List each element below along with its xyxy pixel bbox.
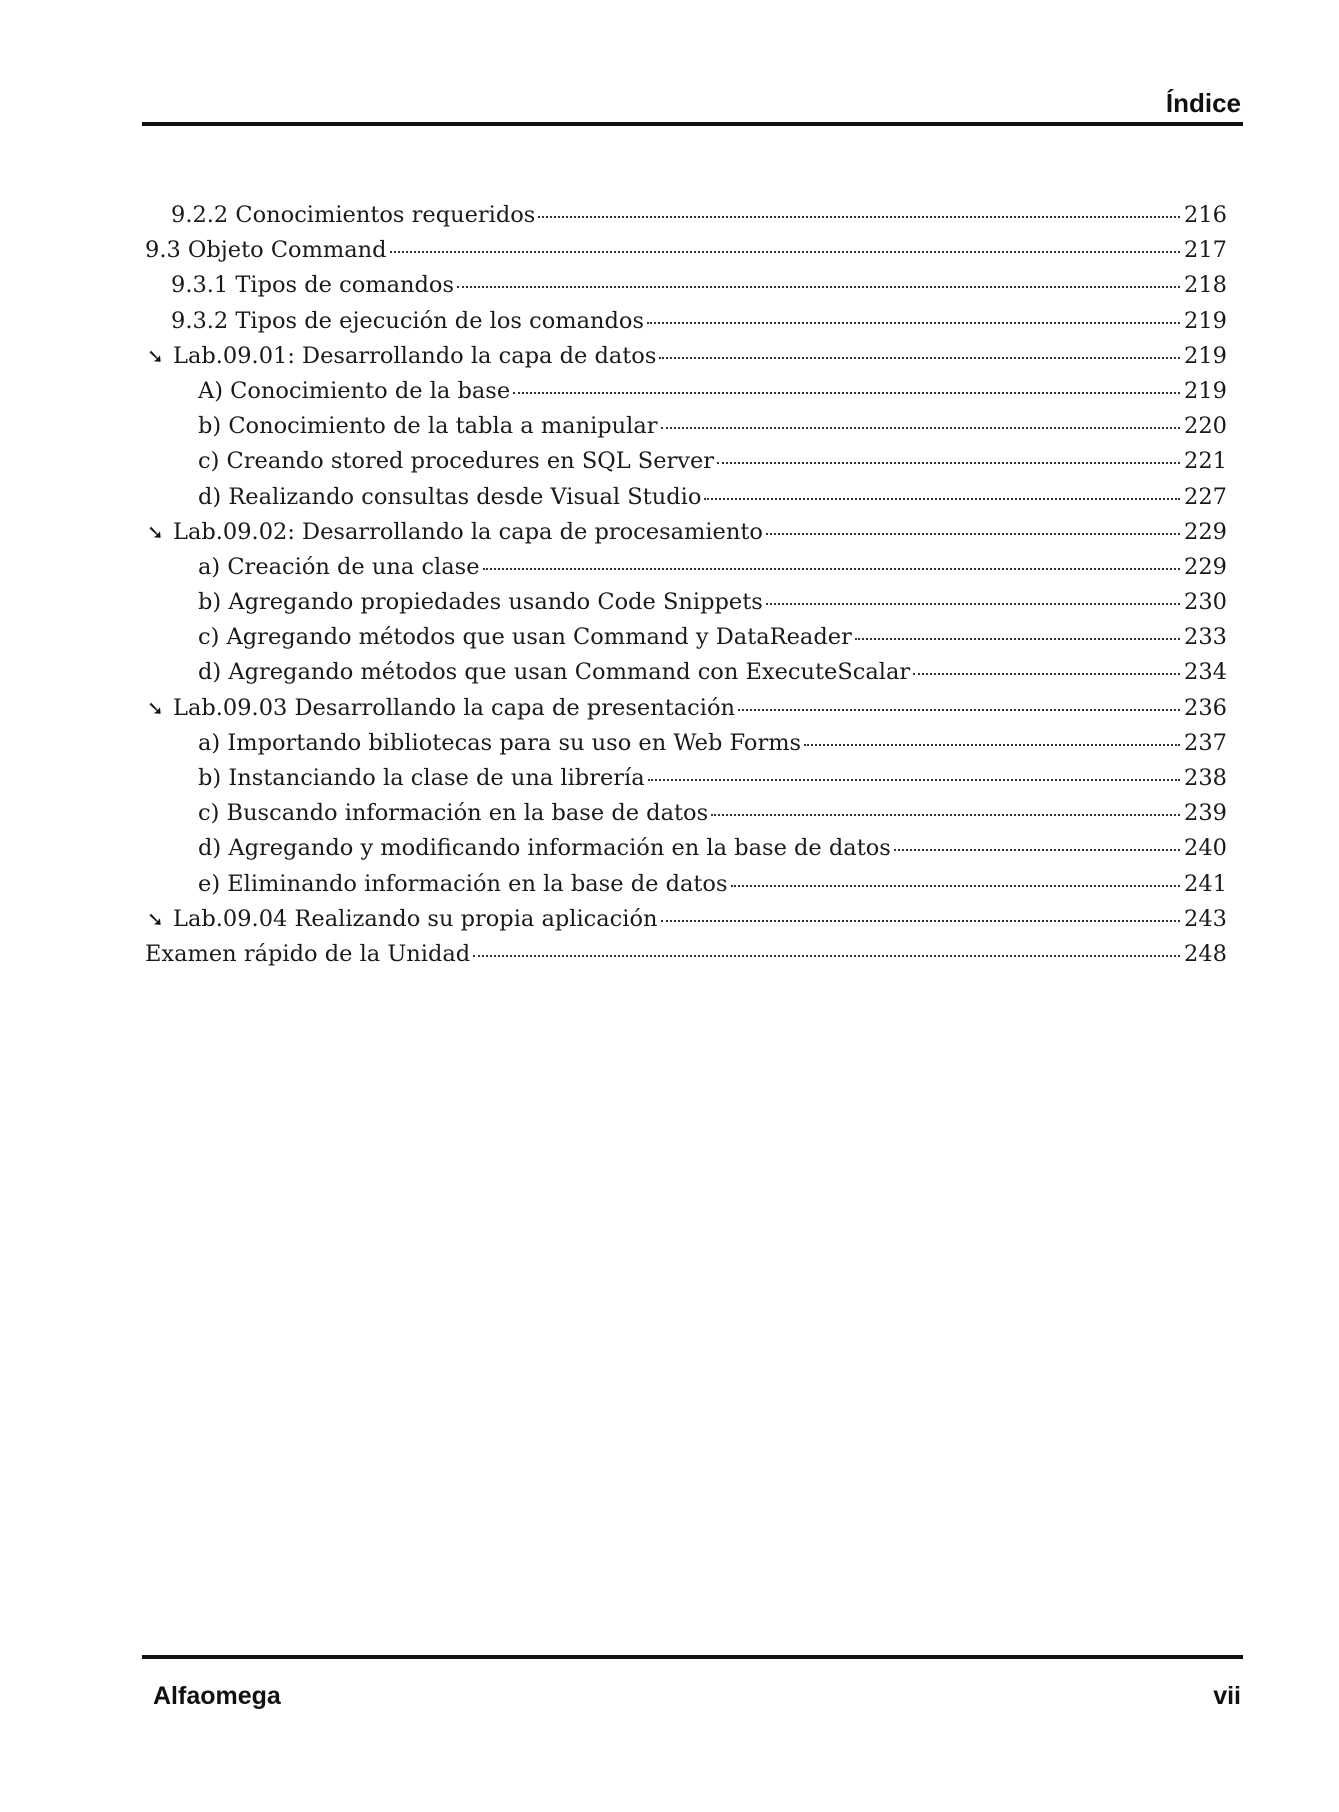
toc-entry-page: 220 [1184, 413, 1227, 440]
toc-entry-title: a) Importando bibliotecas para su uso en Web Forms [198, 729, 802, 756]
footer-page-number: vii [1213, 1682, 1241, 1710]
toc-entry[interactable] [145, 800, 1227, 835]
toc-dot-leader [731, 885, 1181, 887]
toc-entry[interactable] [145, 202, 1227, 237]
toc-entry[interactable] [145, 343, 1227, 378]
toc-dot-leader [647, 322, 1180, 324]
toc-entry[interactable] [145, 484, 1227, 519]
toc-entry[interactable] [145, 941, 1227, 976]
toc-entry[interactable] [145, 413, 1227, 448]
toc-entry[interactable] [145, 695, 1227, 730]
toc-entry-title: 9.3.2 Tipos de ejecución de los comandos [171, 307, 645, 334]
toc-entry-page: 219 [1184, 377, 1227, 404]
toc-entry-page: 239 [1184, 800, 1227, 827]
toc-dot-leader [661, 427, 1181, 429]
toc-dot-leader [738, 709, 1180, 711]
toc-entry[interactable] [145, 624, 1227, 659]
toc-dot-leader [894, 849, 1180, 851]
toc-entry-title: c) Agregando métodos que usan Command y DataReader [198, 624, 852, 651]
toc-entry-title: 9.2.2 Conocimientos requeridos [171, 202, 536, 228]
toc-entry-title: b) Agregando propiedades usando Code Snippets [198, 589, 763, 616]
toc-dot-leader [390, 251, 1180, 253]
toc-entry-page: 219 [1184, 307, 1227, 334]
toc-entry-title: c) Creando stored procedures en SQL Server [198, 448, 715, 475]
footer-rule [142, 1655, 1243, 1659]
toc-entry-title: e) Eliminando información en la base de datos [198, 870, 728, 897]
toc-dot-leader [661, 920, 1181, 922]
toc-entry-page: 238 [1184, 765, 1227, 791]
toc-entry-title: 9.3.1 Tipos de comandos [171, 272, 455, 299]
toc-entry[interactable] [145, 906, 1227, 941]
toc-entry-page: 219 [1184, 342, 1227, 369]
toc-entry-page: 218 [1184, 272, 1227, 299]
toc-entry[interactable] [145, 871, 1227, 906]
toc-dot-leader [659, 357, 1180, 359]
arrow-down-right-icon: ➘ [147, 906, 164, 931]
toc-entry-page: 236 [1184, 694, 1227, 721]
toc-entry[interactable] [145, 730, 1227, 765]
arrow-down-right-icon: ➘ [147, 343, 164, 368]
toc-entry[interactable] [145, 554, 1227, 589]
toc-entry-page: 216 [1184, 202, 1227, 228]
toc-dot-leader [483, 568, 1181, 570]
toc-entry-title: Lab.09.02: Desarrollando la capa de procesamiento [173, 518, 763, 545]
toc-entry-title: c) Buscando información en la base de datos [198, 800, 709, 827]
toc-entry-title: a) Creación de una clase [198, 553, 480, 580]
arrow-down-right-icon: ➘ [147, 695, 164, 720]
toc-entry-page: 227 [1184, 483, 1227, 510]
toc-entry-page: 229 [1184, 518, 1227, 545]
toc-dot-leader [513, 392, 1180, 394]
toc-entry-page: 241 [1184, 870, 1227, 897]
footer-publisher: Alfaomega [153, 1682, 281, 1710]
toc-entry-title: d) Agregando métodos que usan Command con ExecuteScalar [198, 659, 911, 686]
toc-entry[interactable] [145, 659, 1227, 694]
toc-entry[interactable] [145, 272, 1227, 307]
toc-entry-page: 237 [1184, 729, 1227, 756]
toc-entry-title: A) Conocimiento de la base [198, 377, 511, 404]
toc-entry-title: Lab.09.01: Desarrollando la capa de datos [173, 342, 657, 369]
toc-dot-leader [804, 744, 1180, 746]
toc-entry-page: 233 [1184, 624, 1227, 651]
toc-entry-title: d) Agregando y modificando información en la base de datos [198, 835, 891, 862]
toc-entry-title: b) Conocimiento de la tabla a manipular [198, 413, 658, 440]
toc-entry-page: 234 [1184, 659, 1227, 686]
toc-entry-page: 230 [1184, 589, 1227, 616]
toc-dot-leader [457, 286, 1180, 288]
arrow-down-right-icon: ➘ [147, 519, 164, 544]
toc-dot-leader [766, 533, 1180, 535]
toc-entry[interactable] [145, 448, 1227, 483]
header-rule [142, 122, 1243, 126]
toc-entry[interactable] [145, 765, 1227, 800]
toc-dot-leader [473, 955, 1180, 957]
toc-entry-title: Lab.09.03 Desarrollando la capa de presentación [173, 694, 735, 721]
toc-dot-leader [855, 638, 1180, 640]
toc-entry[interactable] [145, 378, 1227, 413]
toc-entry-title: b) Instanciando la clase de una librería [198, 765, 645, 791]
toc-dot-leader [704, 498, 1180, 500]
toc-entry[interactable] [145, 237, 1227, 272]
toc-dot-leader [717, 462, 1180, 464]
page-header-title: Índice [1165, 88, 1241, 118]
toc-dot-leader [766, 603, 1180, 605]
toc-entry[interactable] [145, 835, 1227, 870]
toc-dot-leader [648, 779, 1180, 781]
toc-entry-page: 217 [1184, 237, 1227, 264]
toc-dot-leader [711, 814, 1180, 816]
toc-entry[interactable] [145, 519, 1227, 554]
toc-entry[interactable] [145, 308, 1227, 343]
toc-entry-page: 240 [1184, 835, 1227, 862]
toc-entry-title: 9.3 Objeto Command [145, 237, 387, 264]
toc-entry[interactable] [145, 589, 1227, 624]
toc-entry-page: 221 [1184, 448, 1227, 475]
toc-dot-leader [913, 673, 1180, 675]
toc-entry-title: Examen rápido de la Unidad [145, 940, 471, 967]
table-of-contents [145, 202, 1227, 976]
toc-entry-page: 248 [1184, 940, 1227, 967]
toc-entry-page: 229 [1184, 553, 1227, 580]
toc-entry-page: 243 [1184, 905, 1227, 932]
toc-dot-leader [538, 216, 1180, 218]
toc-entry-title: d) Realizando consultas desde Visual Studio [198, 483, 702, 510]
toc-entry-title: Lab.09.04 Realizando su propia aplicación [173, 905, 658, 932]
